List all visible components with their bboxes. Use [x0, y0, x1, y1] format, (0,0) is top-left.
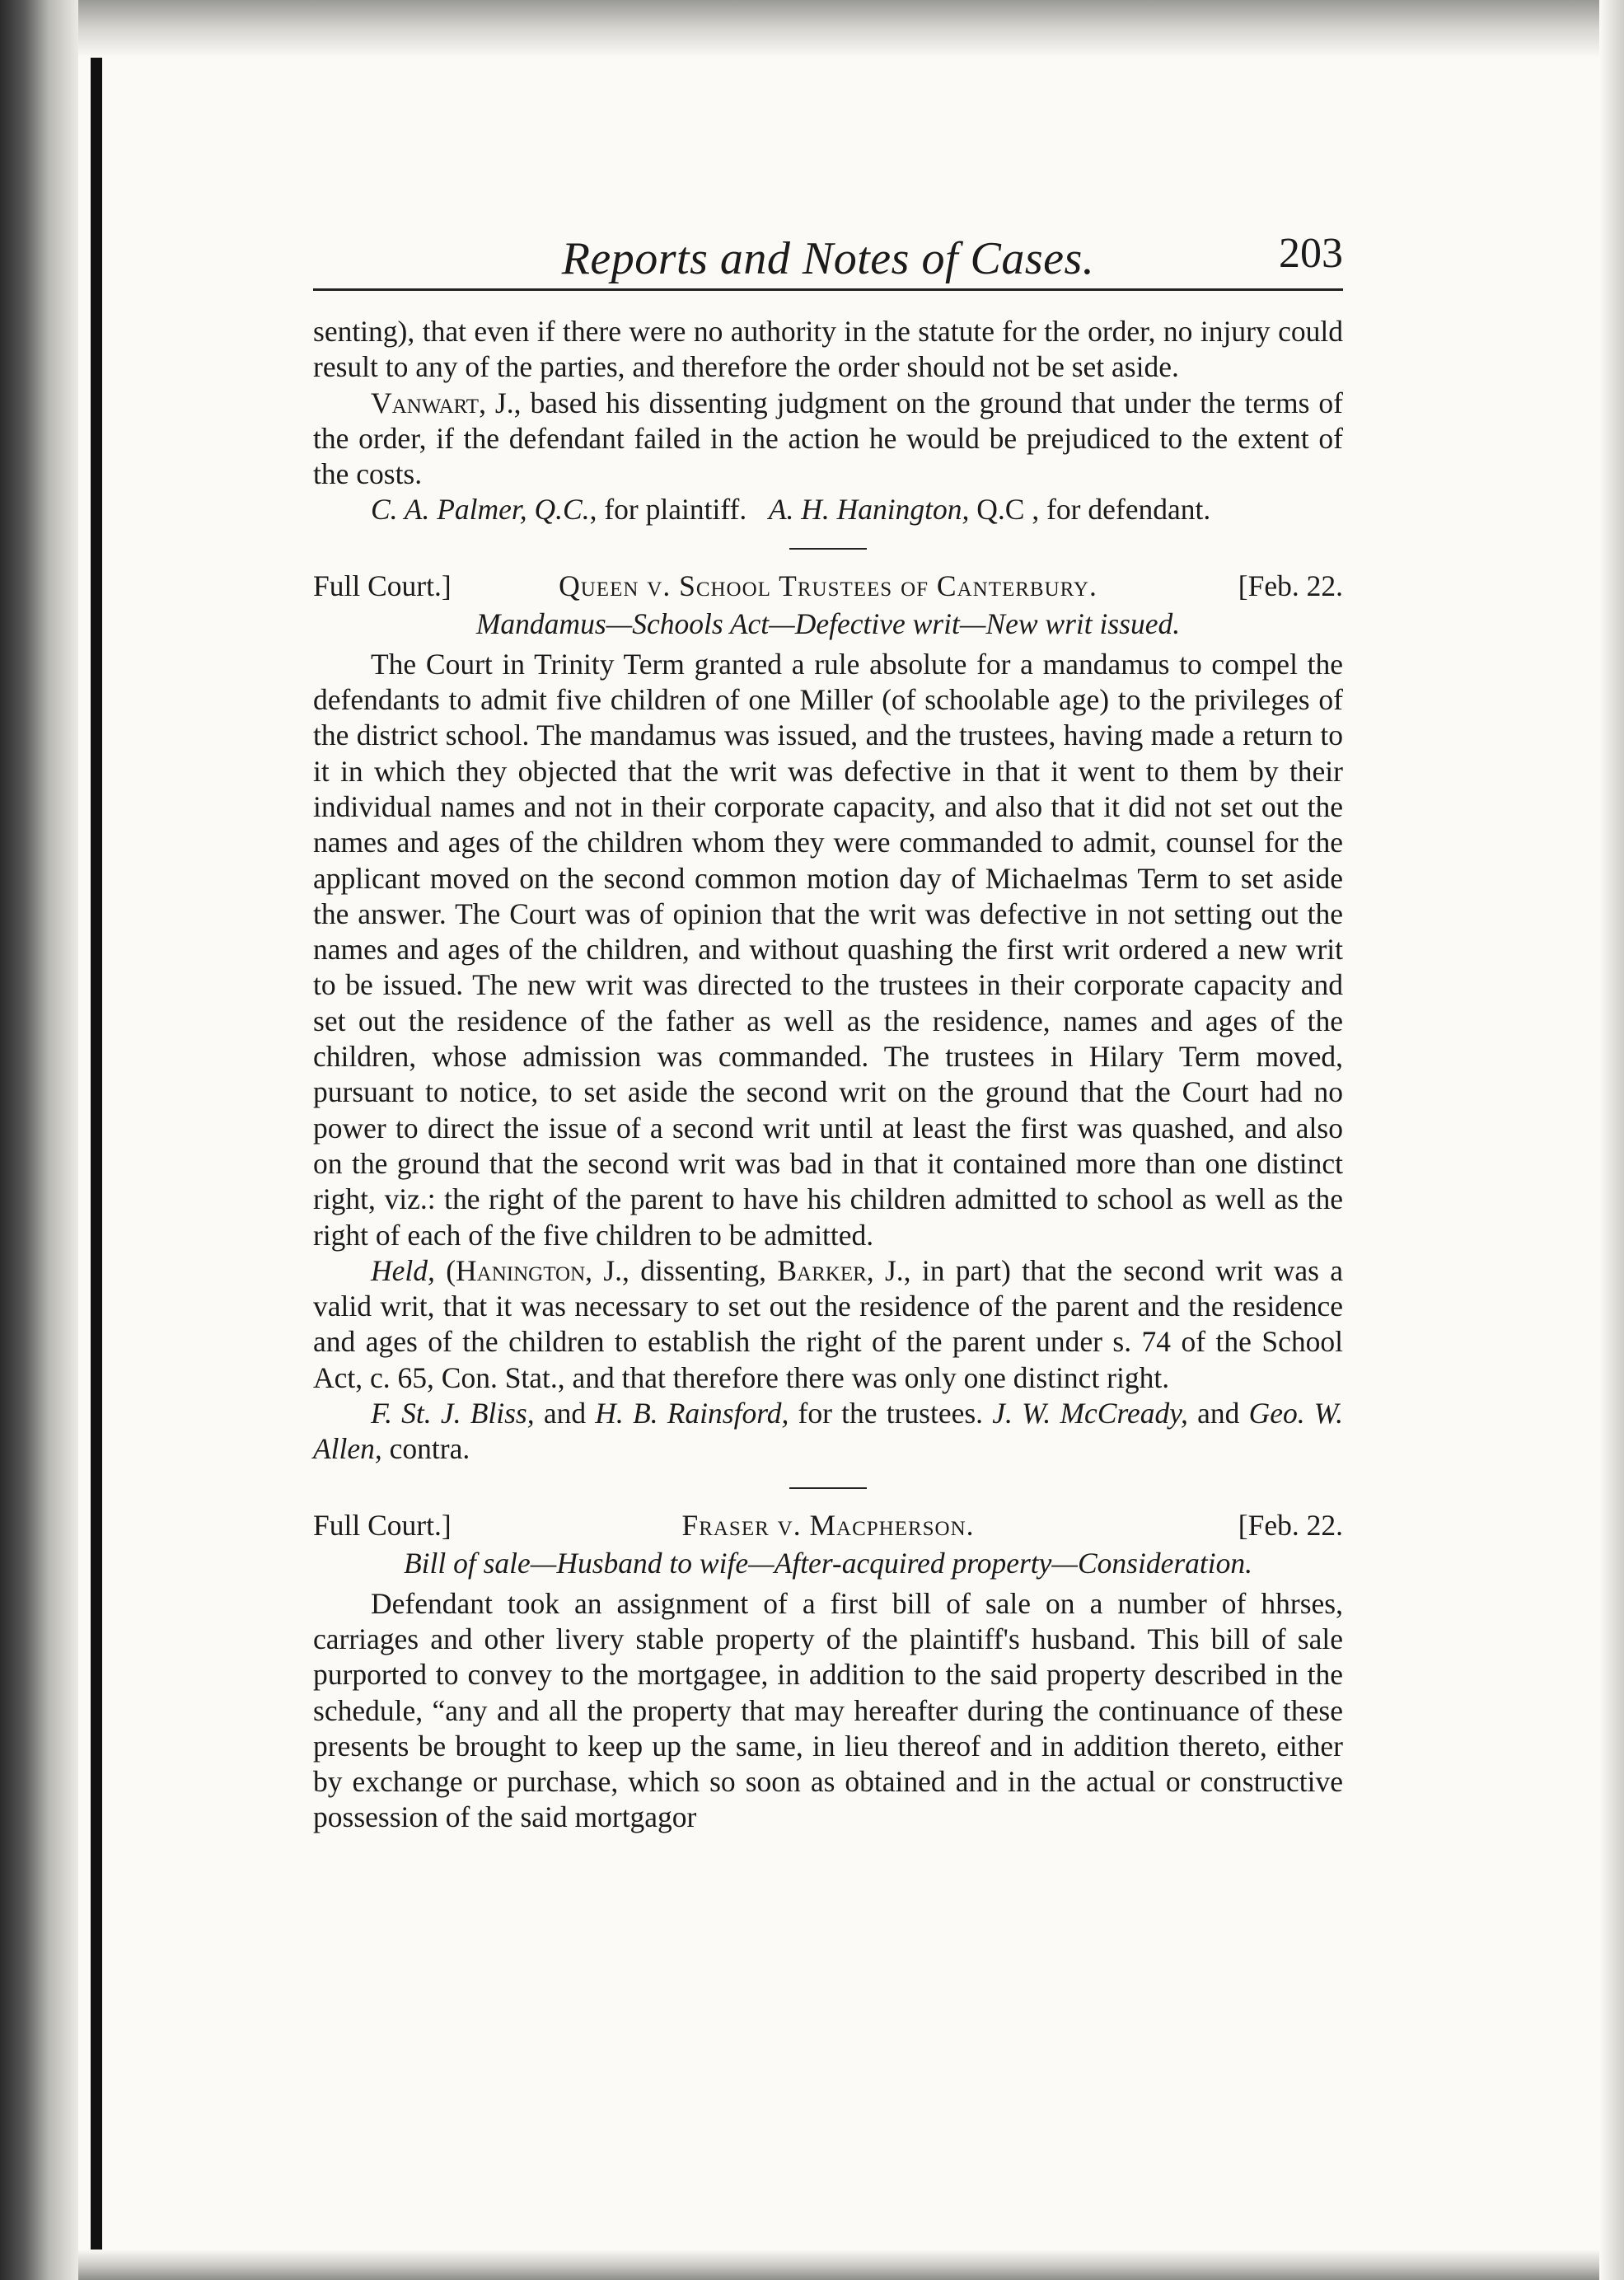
continuation-paragraph: senting), that even if there were no authority in the statute for the order, no injury could result to any of the parties, and therefore the order should not be set aside.: [313, 315, 1343, 384]
running-title: Reports and Notes of Cases.: [561, 233, 1095, 284]
court-label: Full Court.]: [313, 1508, 452, 1542]
counsel-name: C. A. Palmer, Q.C.: [371, 493, 590, 527]
court-label: Full Court.]: [313, 569, 452, 602]
section-divider: [789, 548, 867, 550]
judge-name: Hanington, J.: [456, 1253, 623, 1287]
held-open: (: [434, 1253, 456, 1287]
scan-shadow-bottom: [78, 2250, 1624, 2280]
judge-name: Barker, J.: [777, 1253, 904, 1287]
counsel-name: F. St. J. Bliss,: [371, 1397, 535, 1430]
case-date: [Feb. 22.: [1238, 569, 1343, 602]
counsel-role: , for plaintiff.: [589, 493, 747, 527]
case-heading: [313, 568, 1343, 604]
held-paragraph: [313, 1253, 1343, 1396]
case-title: Fraser v. Macpherson.: [681, 1508, 975, 1542]
page: [313, 214, 1343, 1836]
counsel-name: Geo. W. Allen,: [313, 1397, 1343, 1466]
continuation-section: [313, 314, 1343, 528]
counsel-role: for the trustees.: [789, 1397, 993, 1430]
case-heading: [313, 1507, 1343, 1543]
scan-binding-edge: [91, 33, 102, 2280]
case-facts-paragraph: The Court in Trinity Term granted a rule absolute for a mandamus to compel the defendants to admit five children of one Miller (of schoolable age) to the privileges of the district school. The mandamus was issued, and the trustees, having made a return to it in which they objected that the writ was defective in that it went to them by their individual names and not in their corporate capacity, and also that it did not set out the names and ages of the children whom they were commanded to admit, counsel for the applicant moved on the second common motion day of Michaelmas Term to set aside the answer. The Court was of opinion that the writ was defective in not setting out the names and ages of the children, and without quashing the first writ ordered a new writ to be issued. The new writ was directed to the trustees in their corporate capacity and set out the residence of the father as well as the residence, names and ages of the children, whose admission was commanded. The trustees in Hilary Term moved, pursuant to notice, to set aside the second writ on the ground that the Court had no power to direct the issue of a second writ until at least the first was quashed, and also on the ground that the second writ was bad in that it contained more than one distinct right, viz.: the right of the parent to have his children admitted to school as well as the right of each of the five children to be admitted.: [313, 647, 1343, 1252]
case-facts-paragraph: Defendant took an assignment of a first bill of sale on a number of hhrses, carriages and other livery stable property of the plaintiff's husband. This bill of sale purported to convey to the mortgagee, in addition to the said property described in the schedule, “any and all the property that may hereafter during the continuance of these presents be brought to keep up the same, in lieu thereof and in addition thereto, either by exchange or purchase, which so soon as obtained and in the actual or constructive possession of the said mortgagor: [313, 1586, 1343, 1834]
judge-name: Vanwart, J.: [371, 386, 514, 419]
counsel-name: A. H. Hanington,: [768, 493, 970, 527]
case-queen-v-school-trustees: [313, 568, 1343, 1468]
counsel-connector: and: [534, 1397, 596, 1430]
case-fraser-v-macpherson: [313, 1507, 1343, 1836]
catchwords: Mandamus—Schools Act—Defective writ—New writ issued.: [475, 606, 1181, 640]
counsel-line: [313, 1396, 1343, 1468]
counsel-connector: and: [1187, 1397, 1249, 1430]
counsel-line: [313, 492, 1343, 527]
running-head: [313, 214, 1343, 291]
counsel-name: H. B. Rainsford,: [595, 1397, 789, 1430]
catchwords: Bill of sale—Husband to wife—After-acquired property—Consideration.: [403, 1546, 1253, 1580]
scan-shadow-right: [1599, 0, 1624, 2280]
page-number: 203: [1279, 230, 1343, 277]
held-text: , in part) that the second writ was a valid writ, that it was necessary to set out the residence of the parent and the residence and ages of the children to establish the right of the parent under s. 74 of the School Act, c. 65, Con. Stat., and that therefore there was only one distinct right.: [313, 1253, 1343, 1394]
dissent-paragraph: [313, 386, 1343, 493]
case-date: [Feb. 22.: [1238, 1508, 1343, 1542]
counsel-role: Q.C , for defendant.: [969, 493, 1211, 527]
scan-shadow-top: [78, 0, 1624, 58]
case-title: Queen v. School Trustees of Canterbury.: [559, 569, 1097, 602]
held-word: Held,: [371, 1253, 435, 1287]
held-mid: , dissenting,: [622, 1253, 778, 1287]
counsel-role: contra.: [381, 1432, 470, 1466]
counsel-name: J. W. McCready,: [992, 1397, 1188, 1430]
scan-shadow-left: [0, 0, 78, 2280]
dissent-text: , based his dissenting judgment on the ground that under the terms of the order, if the defendant failed in the action he would be prejudiced to the extent of the costs.: [313, 386, 1343, 491]
section-divider: [789, 1487, 867, 1489]
